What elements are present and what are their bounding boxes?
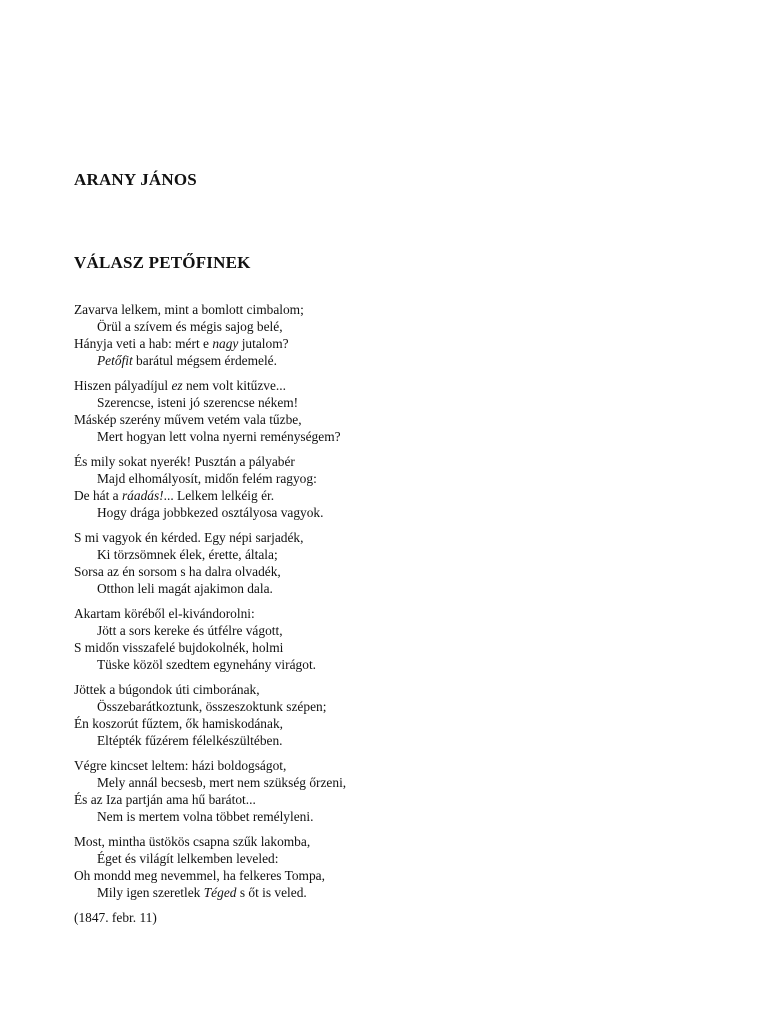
poem-line-segment: Összebarátkoztunk, összeszoktunk szépen; (97, 698, 327, 714)
poem-line-segment: Én koszorút fűztem, ők hamiskodának, (74, 716, 283, 732)
poem-stanza (74, 453, 346, 521)
poem-line-segment: Szerencse, isteni jó szerencse nékem! (97, 395, 299, 411)
poem-line (74, 605, 346, 622)
poem-line-italic-segment: ez (171, 377, 183, 393)
poem-line-segment: Majd elhomályosít, midőn felém ragyog: (97, 471, 317, 487)
author-heading: ARANY JÁNOS (74, 170, 197, 189)
poem-line-segment: Nem is mertem volna többet remélyleni. (97, 809, 314, 825)
poem-line-segment: Mert hogyan lett volna nyerni reménységem? (97, 429, 341, 445)
poem-line-segment: Ki törzsömnek élek, érette, általa; (97, 547, 278, 562)
poem-stanza (74, 681, 346, 749)
poem-line (74, 411, 346, 428)
poem-line (74, 808, 346, 825)
poem-stanzas (74, 301, 346, 901)
poem-line-segment: Jött a sors kereke és útfélre vágott, (97, 622, 283, 638)
poem-stanza (74, 377, 346, 445)
poem-line-segment: Máskép szerény művem vetém vala tűzbe, (74, 412, 302, 428)
poem-line-italic-segment: Petőfit (97, 353, 133, 369)
poem-line-segment: Végre kincset leltem: házi boldogságot, (74, 757, 287, 773)
poem-line (74, 428, 346, 445)
poem-line-segment: Sorsa az én sorsom s ha dalra olvadék, (74, 564, 281, 580)
poem-line-segment: S midőn visszafelé bujdokolnék, holmi (74, 640, 284, 656)
poem-line-segment: nem volt kitűzve... (182, 377, 286, 393)
poem-line (74, 656, 346, 673)
poem-line-segment: Hogy drága jobbkezed osztályosa vagyok. (97, 505, 324, 521)
poem-line (74, 453, 346, 470)
poem-line (74, 850, 346, 867)
poem-line-segment: Akartam köréből el-kivándorolni: (74, 605, 255, 621)
poem-line-segment: Éget és világít lelkemben leveled: (97, 850, 279, 866)
poem-line-segment: Hányja veti a hab: mért e (74, 336, 213, 352)
poem-line-segment: barátul mégsem érdemelé. (132, 353, 277, 369)
poem-stanza (74, 529, 346, 597)
poem-line-segment: s őt is veled. (236, 885, 307, 901)
poem-line-segment: De hát a (74, 488, 122, 504)
poem-line-segment: Eltépték fűzérem félelkészültében. (97, 733, 283, 749)
poem-line-segment: Tüske közöl szedtem egynehány virágot. (97, 657, 317, 673)
poem-line (74, 833, 346, 850)
poem-line (74, 504, 346, 521)
poem-line (74, 698, 346, 715)
poem-line (74, 622, 346, 639)
poem-line (74, 681, 346, 698)
poem-line-italic-segment: nagy (212, 336, 239, 352)
poem-line (74, 884, 346, 901)
poem-line (74, 639, 346, 656)
poem-line (74, 867, 346, 884)
poem-stanza (74, 833, 346, 901)
poem-line-segment: Mily igen szeretlek (97, 885, 204, 901)
poem-line-segment: S mi vagyok én kérded. Egy népi sarjadék, (74, 529, 304, 545)
poem-line (74, 352, 346, 369)
poem-line (74, 791, 346, 808)
poem-line (74, 546, 346, 563)
poem-line (74, 580, 346, 597)
poem-line-segment: Zavarva lelkem, mint a bomlott cimbalom; (74, 302, 304, 317)
poem-line (74, 377, 346, 394)
poem-stanza (74, 301, 346, 369)
poem-line-segment: jutalom? (238, 336, 289, 352)
poem-line-segment: Most, mintha üstökös csapna szűk lakomba, (74, 833, 311, 849)
poem-line-segment: És az Iza partján ama hű barátot... (74, 792, 256, 807)
poem-line (74, 335, 346, 352)
poem-stanza (74, 757, 346, 825)
poem-line (74, 563, 346, 580)
poem-line (74, 529, 346, 546)
poem-line (74, 757, 346, 774)
poem-line (74, 487, 346, 504)
poem-line (74, 470, 346, 487)
poem-body (74, 301, 346, 926)
poem-line (74, 318, 346, 335)
poem-line-italic-segment: ráadás! (121, 488, 164, 504)
poem-line-segment: Mely annál becsesb, mert nem szükség őrzeni, (97, 774, 347, 790)
poem-line-segment: Örül a szívem és mégis sajog belé, (97, 319, 283, 335)
poem-line-segment: ... Lelkem lelkéig ér. (163, 488, 275, 504)
poem-date: (1847. febr. 11) (74, 909, 157, 925)
poem-line (74, 394, 346, 411)
poem-line-segment: Hiszen pályadíjul (74, 377, 172, 393)
poem-line (74, 732, 346, 749)
poem-line (74, 301, 346, 318)
poem-line-italic-segment: Téged (203, 885, 237, 901)
poem-stanza (74, 605, 346, 673)
poem-line-segment: Jöttek a búgondok úti cimborának, (74, 681, 260, 697)
poem-line-segment: Oh mondd meg nevemmel, ha felkeres Tompa, (74, 867, 325, 883)
poem-title: VÁLASZ PETŐFINEK (74, 253, 251, 272)
poem-line (74, 774, 346, 791)
poem-line (74, 715, 346, 732)
poem-line-segment: Otthon leli magát ajakimon dala. (97, 581, 273, 597)
poem-line-segment: És mily sokat nyerék! Pusztán a pályabér (74, 453, 295, 469)
